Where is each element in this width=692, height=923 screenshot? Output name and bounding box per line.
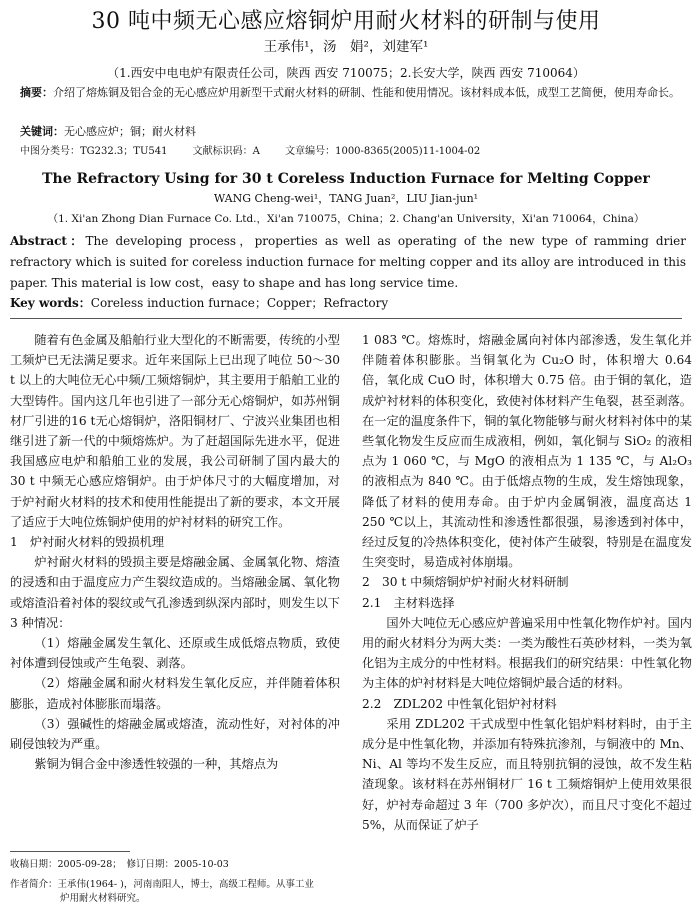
document-code: 文献标识码：A — [192, 146, 260, 157]
abstract-cn — [20, 84, 680, 101]
paragraph: 国外大吨位无心感应炉普遍采用中性氧化物作炉衬。国内用的耐火材料分为两大类：一类为酸性石英砂材料，一类为氧化铝为主成分的中性材料。根据我们的研究结果：中性氧化物为主体的炉衬材料是大吨位熔铜炉最合适的材料。 — [362, 615, 692, 691]
header-divider — [10, 318, 682, 319]
intro-paragraph: 随着有色金属及船舶行业大型化的不断需要，传统的小型工频炉已无法满足要求。近年来国际上已出现了吨位 50～30 t 以上的大吨位无心中频/工频熔铜炉，其主要用于船舶工业的大型铸件。国内这几年也引进了一部分无心熔铜炉，如苏州铜材厂引进的16 t无心熔铜炉，洛阳铜材厂、宁波兴业集团也相继引进了新一代的中频熔炼炉。为了赶超国际先进水平，促进我国感应电炉和船舶工业的发展，我公司研制了国内最大的 30 t 中频无心感应熔铜炉。由于炉体尺寸的大幅度增加，对于炉衬耐火材料的技术和使用性能提出了新的要求，本文开展了适应于大吨位炼铜炉使用的炉衬材料的研究工作。 — [10, 333, 340, 529]
keywords-en-text: Coreless induction furnace；Copper；Refractory — [90, 296, 389, 310]
footnote-dates: 收稿日期：2005-09-28； 修订日期：2005-10-03 — [10, 859, 229, 870]
authors-en: WANG Cheng-wei¹，TANG Juan²，LIU Jian-jun¹ — [213, 192, 479, 205]
list-item: （1）熔融金属发生氧化、还原或生成低熔点物质，致使衬体遭到侵蚀或产生龟裂、剥落。 — [10, 636, 340, 671]
paper-title-cn: 30 吨中频无心感应熔铜炉用耐火材料的研制与使用 — [91, 9, 601, 34]
abstract-en — [10, 231, 686, 294]
list-item: （2）熔融金属和耐火材料发生氧化反应，并伴随着体积膨胀，造成衬体膨胀而塌落。 — [10, 676, 340, 711]
footnote-author-intro-cont: 炉用耐火材料研究。 — [60, 893, 146, 904]
body-column-left — [10, 330, 340, 774]
abstract-en-text: The developing process，properties as well as operating of the new type of ramming drier refractory which is suited for coreless induction furnace for melting copper and its alloy are introduced in this paper. This material is low cost，easy to shape and has long service time. — [10, 234, 687, 290]
list-item: （3）强碱性的熔融金属或熔渣，流动性好，对衬体的冲刷侵蚀较为严重。 — [10, 716, 340, 752]
footnote-author-intro: 作者简介：王承伟(1964- )，河南南阳人，博士，高级工程师。从事工业 — [10, 879, 314, 890]
paragraph: 炉衬耐火材料的毁损主要是熔融金属、金属氧化物、熔渣的浸透和由于温度应力产生裂纹造成的。当熔融金属、氧化物或熔渣沿着衬体的裂纹或气孔渗透到纵深内部时，则发生以下 3 种情况： — [10, 555, 340, 630]
keywords-en-label: Key words： — [10, 296, 91, 310]
abstract-en-label: Abstract： — [10, 234, 86, 248]
footnote-divider — [10, 851, 130, 852]
paragraph: 1 083 ℃。熔炼时，熔融金属向衬体内部渗透，发生氧化并伴随着体积膨胀。当铜氧化为 Cu₂O 时，体积增大 0.64 倍，氧化成 CuO 时，体积增大 0.75 倍。由于铜的氧化，造成炉衬材料的体积变化，致使衬体材料产生龟裂，甚至剥落。在一定的温度条件下，铜的氧化物能够与耐火材料衬体中的某些氧化物发生反应而生成液相，例如，氧化铜与 SiO₂ 的液相点为 1 060 ℃，与 MgO 的液相点为 1 135 ℃，与 Al₂O₃ 的液相点为 840 ℃。由于低熔点物的生成，发生熔蚀现象，降低了材料的使用寿命。由于炉内金属铜液，温度高达 1 250 ℃以上，其流动性和渗透性都很强，易渗透到衬体中，经过反复的冷热体积变化，使衬体产生破裂，特别是在温度发生突变时，易造成衬体崩塌。 — [362, 333, 692, 570]
paragraph: 采用 ZDL202 干式成型中性氧化铝炉料材料时，由于主成分是中性氧化物，并添加有特殊抗渗剂，与铜液中的 Mn、Ni、Al 等均不发生反应，而且特别抗铜的浸蚀，故不发生粘渣现象。该材料在苏州铜材厂 16 t 工频熔铜炉上使用效果很好，炉衬寿命超过 3 年（700 多炉次），而且尺寸变化不超过 5%，从而保证了炉子 — [362, 716, 692, 832]
keywords-cn-text: 无心感应炉；铜；耐火材料 — [64, 125, 196, 138]
keywords-cn — [20, 123, 680, 140]
subsection-heading-2-1: 2.1 主材料选择 — [362, 595, 455, 610]
paragraph: 紫铜为铜合金中渗透性较强的一种，其熔点为 — [34, 757, 279, 772]
affiliation-cn: （1.西安中电电炉有限责任公司，陕西 西安 710075；2.长安大学，陕西 西安 710064） — [107, 66, 585, 80]
abstract-cn-text: 介绍了熔炼铜及铝合金的无心感应炉用新型干式耐火材料的研制、性能和使用情况。该材料成本低，成型工艺简便，使用寿命长。 — [53, 86, 680, 99]
section-heading-1: 1 炉衬耐火材料的毁损机理 — [10, 535, 165, 550]
authors-cn: 王承伟¹，汤 娟²，刘建军¹ — [263, 39, 429, 55]
keywords-cn-label: 关键词： — [20, 125, 64, 138]
body-column-right — [362, 330, 692, 835]
section-heading-2: 2 30 t 中频熔铜炉炉衬耐火材料研制 — [362, 575, 569, 590]
clc-number: 中图分类号：TG232.3；TU541 — [20, 146, 168, 157]
classification-line — [20, 143, 680, 160]
article-number: 文章编号：1000-8365(2005)11-1004-02 — [285, 146, 481, 157]
keywords-en — [10, 294, 686, 312]
affiliation-en: （1. Xi'an Zhong Dian Furnace Co. Ltd.，Xi'an 710075，China；2. Chang'an University，Xi'an 710064，China） — [47, 213, 645, 225]
paper-title-en: The Refractory Using for 30 t Coreless Induction Furnace for Melting Copper — [42, 171, 650, 187]
abstract-cn-label: 摘要： — [20, 86, 53, 99]
subsection-heading-2-2: 2.2 ZDL202 中性氧化铝炉衬材料 — [362, 696, 557, 711]
